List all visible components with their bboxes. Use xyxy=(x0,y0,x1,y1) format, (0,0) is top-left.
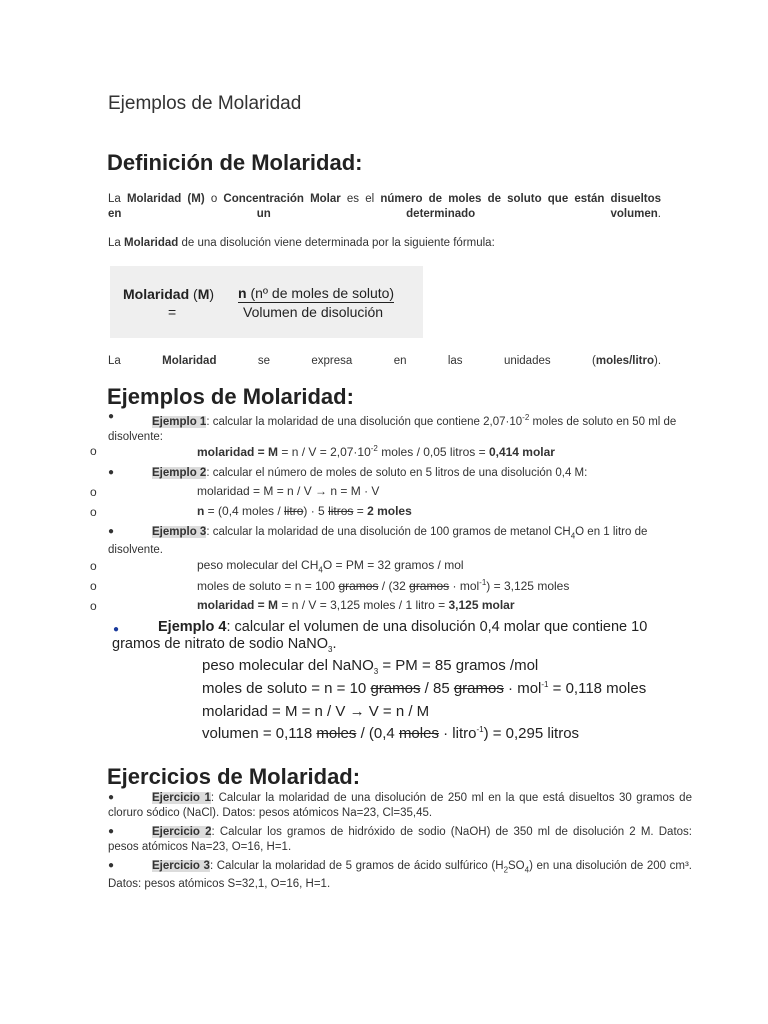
formula-equals: = xyxy=(168,304,177,320)
formula-numerator: n (nº de moles de soluto) xyxy=(238,285,395,301)
example-4-step-3: molaridad = M = n / V → V = n / M xyxy=(202,703,430,720)
bullet-icon: ● xyxy=(108,826,115,837)
circle-bullet-icon: o xyxy=(90,559,97,573)
example-4-step-2: moles de soluto = n = 10 gramos / 85 gramos · mol$^{-1}$ = 0,118 moles xyxy=(202,680,647,697)
example-4-text: Ejemplo 4: calcular el volumen de una disolución 0,4 molar que contiene 10 gramos de nitrato de sodio NaNO$_3$. xyxy=(112,619,648,654)
example-4-step-1: peso molecular del NaNO$_3$ = PM = 85 gramos /mol xyxy=(202,657,539,676)
formula-lhs: Molaridad (M) xyxy=(123,286,215,302)
example-3-step-1: peso molecular del $CH_4O$ = PM = 32 gramos / mol xyxy=(197,558,464,575)
exercises-heading: Ejercicios de Molaridad: xyxy=(107,764,361,789)
example-1-text: Ejemplo 1: calcular la molaridad de una disolución que contiene $2,07\cdot 10^{-2}$ moles de soluto en 50 ml de disolvente: xyxy=(108,413,677,443)
bullet-icon: ● xyxy=(108,411,115,422)
example-3-step-3: molaridad = M = n / V = 3,125 moles / 1 litro = 3,125 molar xyxy=(197,598,515,612)
example-2-text: Ejemplo 2: calcular el número de moles de soluto en 5 litros de una disolución 0,4 M: xyxy=(152,467,588,479)
example-3-text: Ejemplo 3: calcular la molaridad de una disolución de 100 gramos de metanol $CH_4O$ en 1 litro de disolvente. xyxy=(108,526,648,557)
document-title: Ejemplos de Molaridad xyxy=(108,93,302,114)
examples-heading: Ejemplos de Molaridad: xyxy=(107,384,354,409)
definition-heading: Definición de Molaridad: xyxy=(107,150,363,175)
circle-bullet-icon: o xyxy=(90,579,97,593)
circle-bullet-icon: o xyxy=(90,505,97,519)
example-4-step-4: volumen = 0,118 moles / (0,4 moles · litro$^{-1}$) = 0,295 litros xyxy=(202,725,580,742)
circle-bullet-icon: o xyxy=(90,485,97,499)
example-3-step-2: moles de soluto = n = 100 gramos / (32 gramos · mol$^{-1}$) = 3,125 moles xyxy=(197,578,570,593)
example-1-step-1: molaridad = $M = n / V = 2,07\cdot 10^{-2}$ moles / 0,05 litros = 0,414 molar xyxy=(197,444,555,459)
circle-bullet-icon: o xyxy=(90,599,97,613)
bullet-icon: ● xyxy=(108,792,115,803)
bullet-icon: ● xyxy=(108,467,115,478)
example-2-step-2: n = (0,4 moles / litro) · 5 litros = 2 moles xyxy=(197,504,412,518)
example-2-step-1: molaridad = M = n / V → n = M · V xyxy=(197,484,380,498)
exercise-3-text: Ejercicio 3: Calcular la molaridad de 5 gramos de ácido sulfúrico $(H_2SO_4)$ en una disolución de 200 cm³. Datos: pesos atómicos S=32,1, O=16, H=1. xyxy=(108,860,692,891)
circle-bullet-icon: o xyxy=(90,444,97,458)
formula-intro: La Molaridad de una disolución viene determinada por la siguiente fórmula: xyxy=(108,237,495,249)
bullet-icon: ● xyxy=(113,624,120,635)
bullet-icon: ● xyxy=(108,526,115,537)
exercise-2-text: Ejercicio 2: Calcular los gramos de hidróxido de sodio (NaOH) de 350 ml de disolución 2 M. Datos: pesos atómicos Na=23, O=16, H=1. xyxy=(108,826,692,853)
definition-paragraph: La Molaridad (M) o Concentración Molar es el número de moles de soluto que están disueltos en un determinado volumen. xyxy=(108,193,662,220)
units-paragraph: La Molaridad se expresa en las unidades (moles/litro). xyxy=(108,355,662,367)
exercise-1-text: Ejercicio 1: Calcular la molaridad de una disolución de 250 ml en la que está disueltos 30 gramos de cloruro sódico (NaCl). Datos: pesos atómicos Na=23, Cl=35,45. xyxy=(108,792,692,819)
formula-denominator: Volumen de disolución xyxy=(243,304,384,320)
bullet-icon: ● xyxy=(108,860,115,871)
